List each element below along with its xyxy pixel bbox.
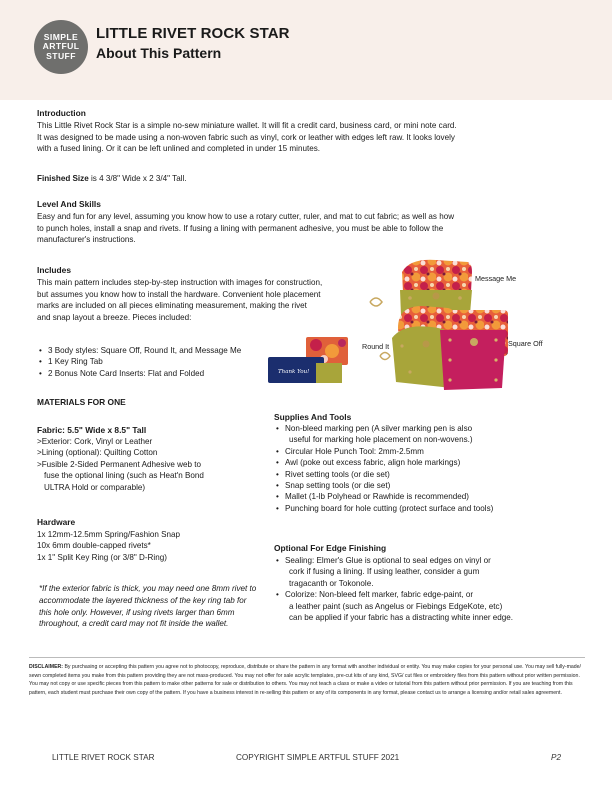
level-line-3: manufacturer's instructions. <box>37 235 136 245</box>
header-band <box>0 0 612 100</box>
includes-list <box>39 345 241 379</box>
level-line-2: to punch holes, install a snap and rivets. If fusing a lining with permanent adhesive, you must be able to follow the <box>37 223 444 233</box>
page-number: P2 <box>551 753 562 762</box>
finished-size-label: Finished Size <box>37 174 89 183</box>
rivet-note: *If the exterior fabric is thick, you may need one 8mm rivet to accommodate the layered thickness of the key ring tab for this hole only. However, if using rivets larger than 6mm throughout, a credit card may not fit inside the wallet. <box>39 584 257 629</box>
level-text <box>37 211 577 246</box>
fabric-line-indent: fuse the optional lining (such as Heat'n Bond <box>44 471 204 481</box>
fabric-line-indent: ULTRA Hold or comparable) <box>44 482 146 492</box>
note-card-text: Thank You! <box>278 369 310 375</box>
square-off-wallet <box>440 310 508 390</box>
disclaimer <box>29 663 585 697</box>
list-item: • Non-bleed marking pen (A silver marking pen is also useful for marking hole placement on non-wovens.) <box>276 423 576 446</box>
list-item: • Rivet setting tools (or die set) <box>276 469 576 480</box>
intro-heading: Introduction <box>37 108 86 118</box>
disclaimer-text: By purchasing or accepting this pattern you agree not to photocopy, reproduce, distribute or share the pattern in any format with another individual or entity. You may make copies for your personal use. You may sell fully-made/ sewn completed items you make from this pattern providing they are not mass-produced. You may not offer for sale acrylic templates, pre-cut kits of any kind, SVG/ cut files or embroidery files from this pattern without prior written permission. You may not copy or use specific pieces from this pattern to make other patterns for sale or distribution to others. You may not teach a class or make a video or tutorial from this pattern without prior permission. If you are teaching from this pattern, each student must purchase their own copy of the pattern. If you have a business interest in re-selling this pattern or any of its components in any format, please contact us to arrange a licensing and/or retail sales agreement. <box>29 664 581 696</box>
label-round-it: Round It <box>362 342 390 351</box>
page-title: LITTLE RIVET ROCK STAR <box>96 25 290 42</box>
list-item: • 1 Key Ring Tab <box>39 356 241 367</box>
includes-line-2: but assumes you know how to install the hardware. Convenient hole placement <box>37 289 321 299</box>
includes-line-1: This main pattern includes step-by-step instruction with images for construction, <box>37 278 323 287</box>
logo-line-1: SIMPLE <box>43 31 79 42</box>
includes-heading: Includes <box>37 265 71 275</box>
logo-line-3: STUFF <box>46 50 76 61</box>
footer-copyright: COPYRIGHT SIMPLE ARTFUL STUFF 2021 <box>236 753 400 762</box>
finished-size <box>37 173 577 185</box>
list-item: • Snap setting tools (or die set) <box>276 480 576 491</box>
intro-line-2: It was designed to be made using a non-woven fabric such as vinyl, cork or leather with edges left raw. It looks lovely <box>37 132 455 142</box>
fabric-heading: Fabric: 5.5" Wide x 8.5" Tall <box>37 425 147 435</box>
label-square-off: Square Off <box>508 339 543 348</box>
hardware-line: 10x 6mm double-capped rivets* <box>37 541 151 551</box>
fabric-line: >Lining (optional): Quilting Cotton <box>37 448 158 458</box>
list-item: • Circular Hole Punch Tool: 2mm-2.5mm <box>276 446 576 457</box>
list-item: • Colorize: Non-bleed felt marker, fabric edge-paint, or a leather paint (such as Angelus or Fiebings EdgeKote, etc) can be applied if your fabric has a distracting white inner edge. <box>276 589 586 623</box>
hardware-list <box>37 529 180 563</box>
supplies-list <box>276 423 576 514</box>
hardware-heading: Hardware <box>37 517 76 527</box>
intro-text <box>37 120 577 155</box>
page-subtitle: About This Pattern <box>96 45 222 61</box>
supplies-heading: Supplies And Tools <box>274 412 352 422</box>
fabric-list <box>37 436 204 493</box>
intro-line-1: This Little Rivet Rock Star is a simple no-sew miniature wallet. It will fit a credit card, business card, or mini note card. <box>37 121 457 130</box>
simple-artful-stuff-logo <box>34 20 88 74</box>
note-card-photo <box>266 335 352 385</box>
list-item: • Mallet (1-lb Polyhead or Rawhide is recommended) <box>276 491 576 502</box>
footer-title: LITTLE RIVET ROCK STAR <box>52 753 155 762</box>
finished-size-text: is 4 3/8" Wide x 2 3/4" Tall. <box>88 174 187 183</box>
materials-heading: MATERIALS FOR ONE <box>37 397 126 407</box>
disclaimer-label: DISCLAIMER: <box>29 664 64 670</box>
list-item: • Sealing: Elmer's Glue is optional to seal edges on vinyl or cork if fusing a lining. If using leather, consider a gum tragacanth or Tokonole. <box>276 555 586 589</box>
logo-line-2: ARTFUL <box>42 41 80 52</box>
hardware-line: 1x 12mm-12.5mm Spring/Fashion Snap <box>37 530 181 539</box>
intro-line-3: with a fused lining. Or it can be left unlined and completed in under 15 minutes. <box>37 144 321 154</box>
edge-heading: Optional For Edge Finishing <box>274 543 387 553</box>
includes-line-4: and snap layout a breeze. Pieces included: <box>37 313 192 323</box>
fabric-line: >Fusible 2-Sided Permanent Adhesive web to <box>37 459 201 469</box>
disclaimer-divider <box>29 657 585 658</box>
edge-list <box>276 555 586 623</box>
wallet-product-photo <box>340 250 575 390</box>
list-item: • Punching board for hole cutting (protect surface and tools) <box>276 503 576 514</box>
label-message-me: Message Me <box>475 274 517 283</box>
level-line-1: Easy and fun for any level, assuming you know how to use a rotary cutter, ruler, and mat to cut fabric; as well as how <box>37 212 455 221</box>
includes-line-3: marks are included on all pieces eliminating measurement, making the rivet <box>37 301 307 311</box>
level-heading: Level And Skills <box>37 199 101 209</box>
list-item: • 2 Bonus Note Card Inserts: Flat and Folded <box>39 368 241 379</box>
fabric-line: >Exterior: Cork, Vinyl or Leather <box>37 437 153 446</box>
list-item: • Awl (poke out excess fabric, align hole markings) <box>276 457 576 468</box>
hardware-line: 1x 1" Split Key Ring (or 3/8" D-Ring) <box>37 552 167 562</box>
list-item: • 3 Body styles: Square Off, Round It, and Message Me <box>39 345 241 356</box>
